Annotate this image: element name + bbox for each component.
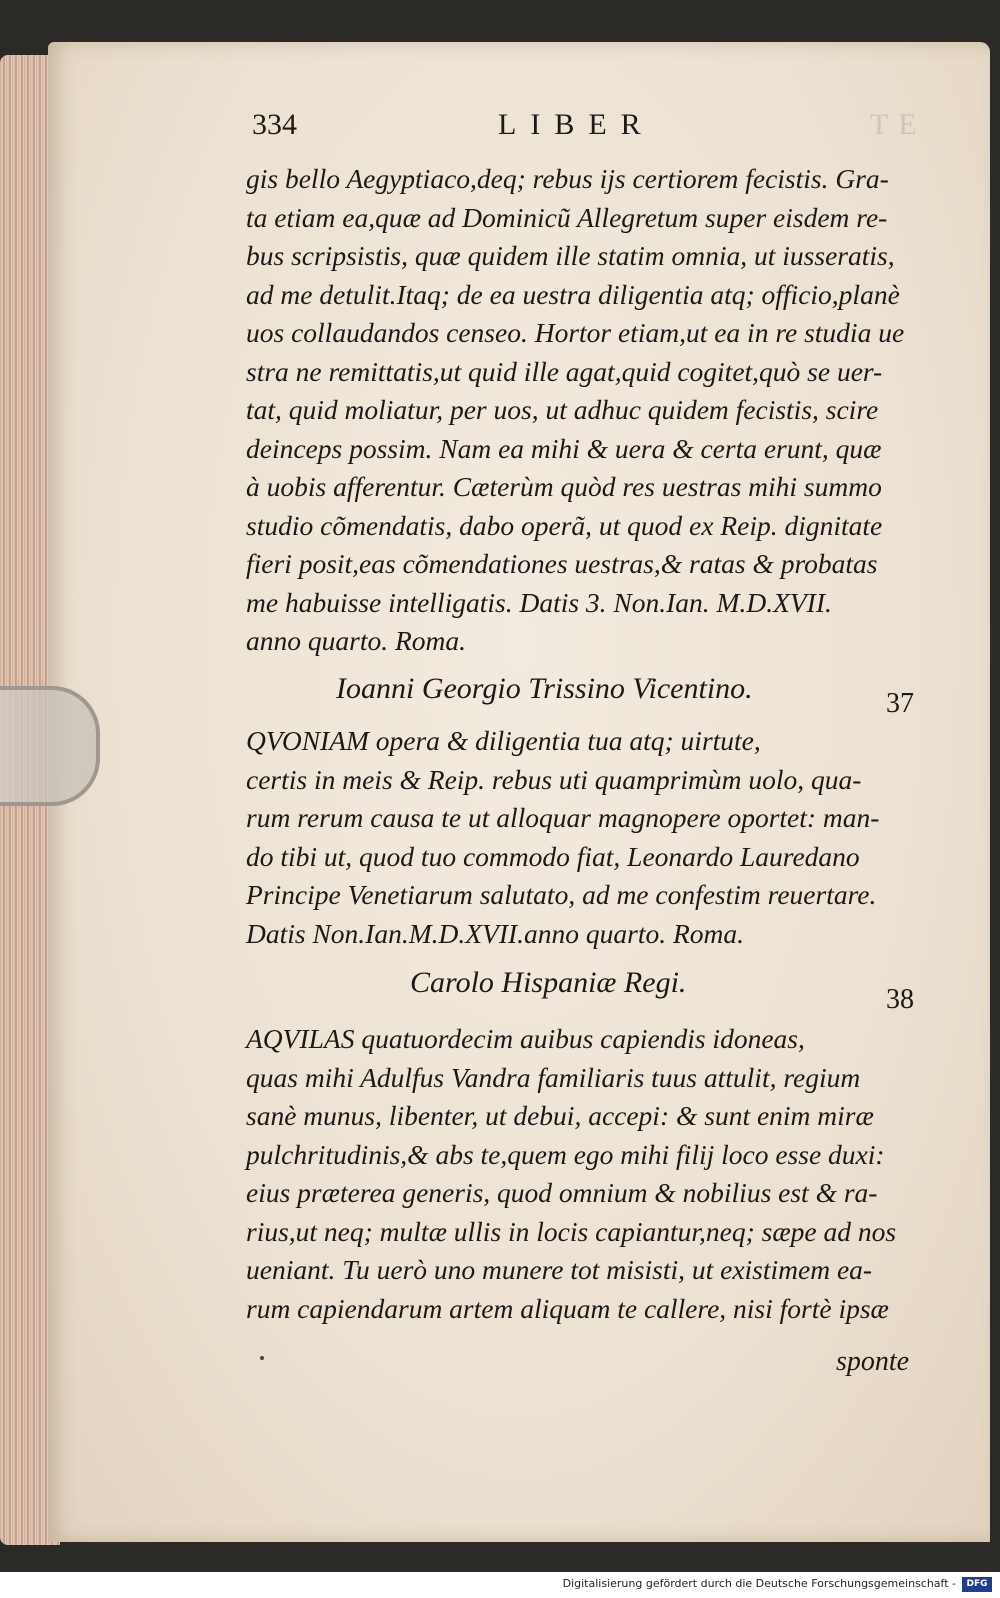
text-line: à uobis afferentur. Cæterùm quòd res uestras mihi summo [246,471,882,502]
bleed-through-text: TE [870,108,927,141]
text-line: AQVILAS quatuordecim auibus capiendis idoneas, [246,1023,805,1054]
text-line: quas mihi Adulfus Vandra familiaris tuus attulit, regium [246,1061,861,1093]
text-line: me habuisse intelligatis. Datis 3. Non.Ian. M.D.XVII. [246,586,832,618]
text-line: deinceps possim. Nam ea mihi & uera & certa erunt, quæ [246,432,882,464]
text-line: certis in meis & Reip. rebus uti quamprimùm uolo, qua- [246,763,862,795]
letter-3-body [246,1020,926,1328]
text-line: eius præterea generis, quod omnium & nobilius est & ra- [246,1177,878,1208]
text-line: ta etiam ea,quæ ad Dominicũ Allegretum super eisdem re- [246,201,888,233]
running-title: LIBER [498,108,655,141]
text-line: ad me detulit.Itaq; de ea uestra diligentia atq; officio,planè [246,278,900,310]
letter-1-body [246,160,926,661]
funding-credit: Digitalisierung gefördert durch die Deutsche Forschungsgemeinschaft - [562,1577,956,1590]
text-line: Principe Venetiarum salutato, ad me confestim reuertare. [246,879,877,910]
letter-37-number: 37 [886,688,914,719]
text-line: stra ne remittatis,ut quid ille agat,quid cogitet,quò se uer- [246,355,883,387]
letter-38-number: 38 [886,984,914,1015]
text-line: studio cõmendatis, dabo operã, ut quod ex Reip. dignitate [246,509,883,541]
text-line: QVONIAM opera & diligentia tua atq; uirtute, [246,725,761,756]
page-clip [0,686,100,806]
text-line: Datis Non.Ian.M.D.XVII.anno quarto. Roma. [246,917,745,949]
page-header [252,108,932,152]
text-line: rum capiendarum artem aliquam te callere, nisi fortè ipsæ [246,1292,889,1324]
page-number: 334 [252,108,297,141]
catchword: sponte [836,1346,910,1377]
text-line: rius,ut neq; multæ ullis in locis capiantur,neq; sæpe ad nos [246,1215,897,1247]
letter-38-heading: Carolo Hispaniæ Regi. [410,966,687,999]
text-line: anno quarto. Roma. [246,625,466,656]
text-line: do tibi ut, quod tuo commodo fiat, Leonardo Lauredano [246,840,860,872]
letter-37-heading: Ioanni Georgio Trissino Vicentino. [336,672,753,705]
text-line: bus scripsistis, quæ quidem ille statim omnia, ut iusseratis, [246,240,895,271]
footer-bar [0,1572,1000,1598]
ink-dot [260,1356,264,1360]
text-line: fieri posit,eas cõmendationes uestras,& ratas & probatas [246,548,878,579]
text-line: sanè munus, libenter, ut debui, accepi: & sunt enim miræ [246,1100,874,1131]
text-line: rum rerum causa te ut alloquar magnopere oportet: man- [246,802,880,833]
text-line: tat, quid moliatur, per uos, ut adhuc quidem fecistis, scire [246,394,879,425]
text-line: ueniant. Tu uerò uno munere tot misisti, ut existimem ea- [246,1254,873,1285]
text-line: gis bello Aegyptiaco,deq; rebus ijs certiorem fecistis. Gra- [246,163,889,194]
text-line: uos collaudandos censeo. Hortor etiam,ut ea in re studia ue [246,317,905,348]
text-line: pulchritudinis,& abs te,quem ego mihi filij loco esse duxi: [246,1138,885,1170]
dfg-logo-icon: DFG [962,1577,992,1592]
letter-2-body [246,722,926,953]
